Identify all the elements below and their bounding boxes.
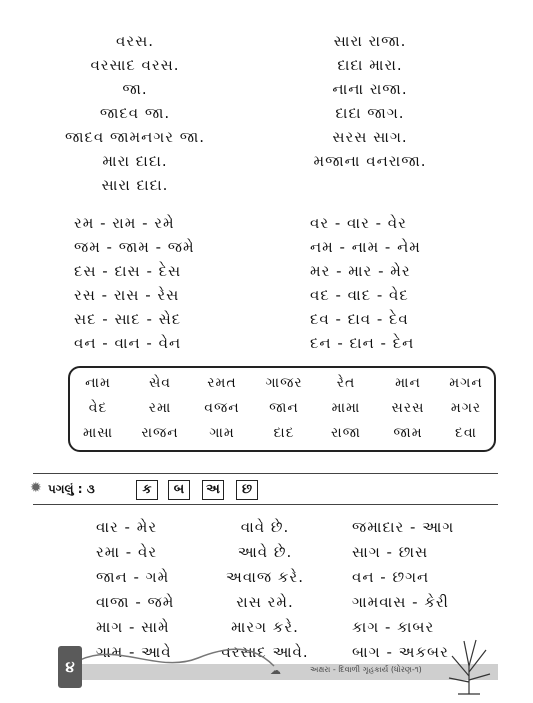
word-box-word: વજન xyxy=(204,400,240,416)
sentence-left-1: વરસ. xyxy=(115,32,155,50)
practice-pair-right: વન - છગન xyxy=(352,568,430,586)
practice-pair-right: કાગ - કાબર xyxy=(352,618,435,636)
step-label: પગલું : ૩ xyxy=(48,482,95,496)
sentence-left-4: જાદવ જા. xyxy=(99,104,171,122)
practice-pair: વાજા - જમે xyxy=(96,593,175,611)
practice-sentence: વરસાદ આવે. xyxy=(221,643,309,661)
word-box-word: મામા xyxy=(331,400,361,416)
sentence-right-5: સરસ સાગ. xyxy=(332,128,408,146)
footer-text: અક્ષરા - દિવાળી ગૃહકાર્ય (ધોરણ-૧) xyxy=(310,665,422,674)
cursor-icon: ☁ xyxy=(270,664,281,677)
battery-icon xyxy=(58,646,82,688)
sentence-left-3: જા. xyxy=(122,80,148,98)
wire-doodle xyxy=(78,640,278,670)
word-triple-left-2: જમ - જામ - જમે xyxy=(74,238,195,256)
word-box-word: જાન xyxy=(269,400,299,416)
practice-pair-right: ગામવાસ - કેરી xyxy=(352,593,449,611)
word-box-word: જામ xyxy=(393,425,423,441)
letter-box: છ xyxy=(236,480,258,500)
word-box-word: સરસ xyxy=(391,400,425,416)
divider-top xyxy=(33,473,498,474)
letter-box: બ xyxy=(168,480,190,500)
word-box-word: નામ xyxy=(85,375,111,391)
practice-pair-right: જમાદાર - આગ xyxy=(352,518,455,536)
word-triple-right-5: દવ - દાવ - દેવ xyxy=(310,310,409,328)
practice-pair-right: સાગ - છાસ xyxy=(352,543,429,561)
sentence-right-6: મજાના વનરાજા. xyxy=(313,152,427,170)
word-box-word: રાજન xyxy=(141,425,179,441)
practice-sentence: અવાજ કરે. xyxy=(226,568,304,586)
word-triple-left-4: રસ - રાસ - રેસ xyxy=(74,286,180,304)
divider-bottom xyxy=(33,504,498,505)
sentence-left-6: મારા દાદા. xyxy=(102,152,168,170)
sentence-left-2: વરસાદ વરસ. xyxy=(90,56,180,74)
word-triple-right-6: દન - દાન - દેન xyxy=(310,334,415,352)
word-triple-left-5: સદ - સાદ - સેદ xyxy=(74,310,182,328)
practice-pair-right: બાગ - અકબર xyxy=(352,643,449,661)
word-box-word: માન xyxy=(395,375,421,391)
word-box-word: દાદ xyxy=(273,425,295,441)
word-triple-right-2: નમ - નામ - નેમ xyxy=(310,238,421,256)
practice-pair: ગામ - આવે xyxy=(96,643,172,661)
word-triple-left-1: રમ - રામ - રમે xyxy=(74,214,175,232)
word-triple-right-4: વદ - વાદ - વેદ xyxy=(310,286,409,304)
word-box-word: રમા xyxy=(148,400,172,416)
word-triple-right-1: વર - વાર - વેર xyxy=(310,214,407,232)
sentence-left-5: જાદવ જામનગર જા. xyxy=(64,128,206,146)
practice-pair: રમા - વેર xyxy=(96,543,158,561)
word-box-word: ગાજર xyxy=(265,375,303,391)
word-box-word: સેવ xyxy=(148,375,172,391)
practice-sentence: મારગ કરે. xyxy=(231,618,299,636)
word-box-word: રાજા xyxy=(331,425,361,441)
practice-pair: વાર - મેર xyxy=(96,518,158,536)
word-triple-left-3: દસ - દાસ - દેસ xyxy=(74,262,182,280)
word-box-word: રમત xyxy=(207,375,237,391)
page-number: ૪ xyxy=(65,658,75,676)
word-box-word: રેત xyxy=(336,375,356,391)
practice-sentence: આવે છે. xyxy=(237,543,293,561)
word-box-word: ગામ xyxy=(209,425,235,441)
plant-doodle xyxy=(444,636,494,696)
word-box-word: વેદ xyxy=(88,400,108,416)
practice-sentence: રાસ રમે. xyxy=(236,593,294,611)
letter-box: અ xyxy=(202,480,224,500)
sentence-right-4: દાદા જાગ. xyxy=(335,104,405,122)
sentence-right-3: નાના રાજા. xyxy=(332,80,408,98)
sentence-right-2: દાદા મારા. xyxy=(337,56,403,74)
letter-box: ક xyxy=(136,480,158,500)
word-triple-left-6: વન - વાન - વેન xyxy=(74,334,182,352)
sentence-left-7: સારા દાદા. xyxy=(101,176,169,194)
practice-pair: જાન - ગમે xyxy=(96,568,170,586)
word-box-word: મગર xyxy=(450,400,482,416)
practice-sentence: વાવે છે. xyxy=(240,518,290,536)
word-box-word: માસા xyxy=(82,425,114,441)
word-box-word: મગન xyxy=(449,375,483,391)
practice-pair: માગ - સામે xyxy=(96,618,170,636)
sentence-right-1: સારા રાજા. xyxy=(333,32,407,50)
word-triple-right-3: મર - માર - મેર xyxy=(310,262,411,280)
word-box-word: દવા xyxy=(455,425,477,441)
sun-icon: ✹ xyxy=(30,480,42,496)
